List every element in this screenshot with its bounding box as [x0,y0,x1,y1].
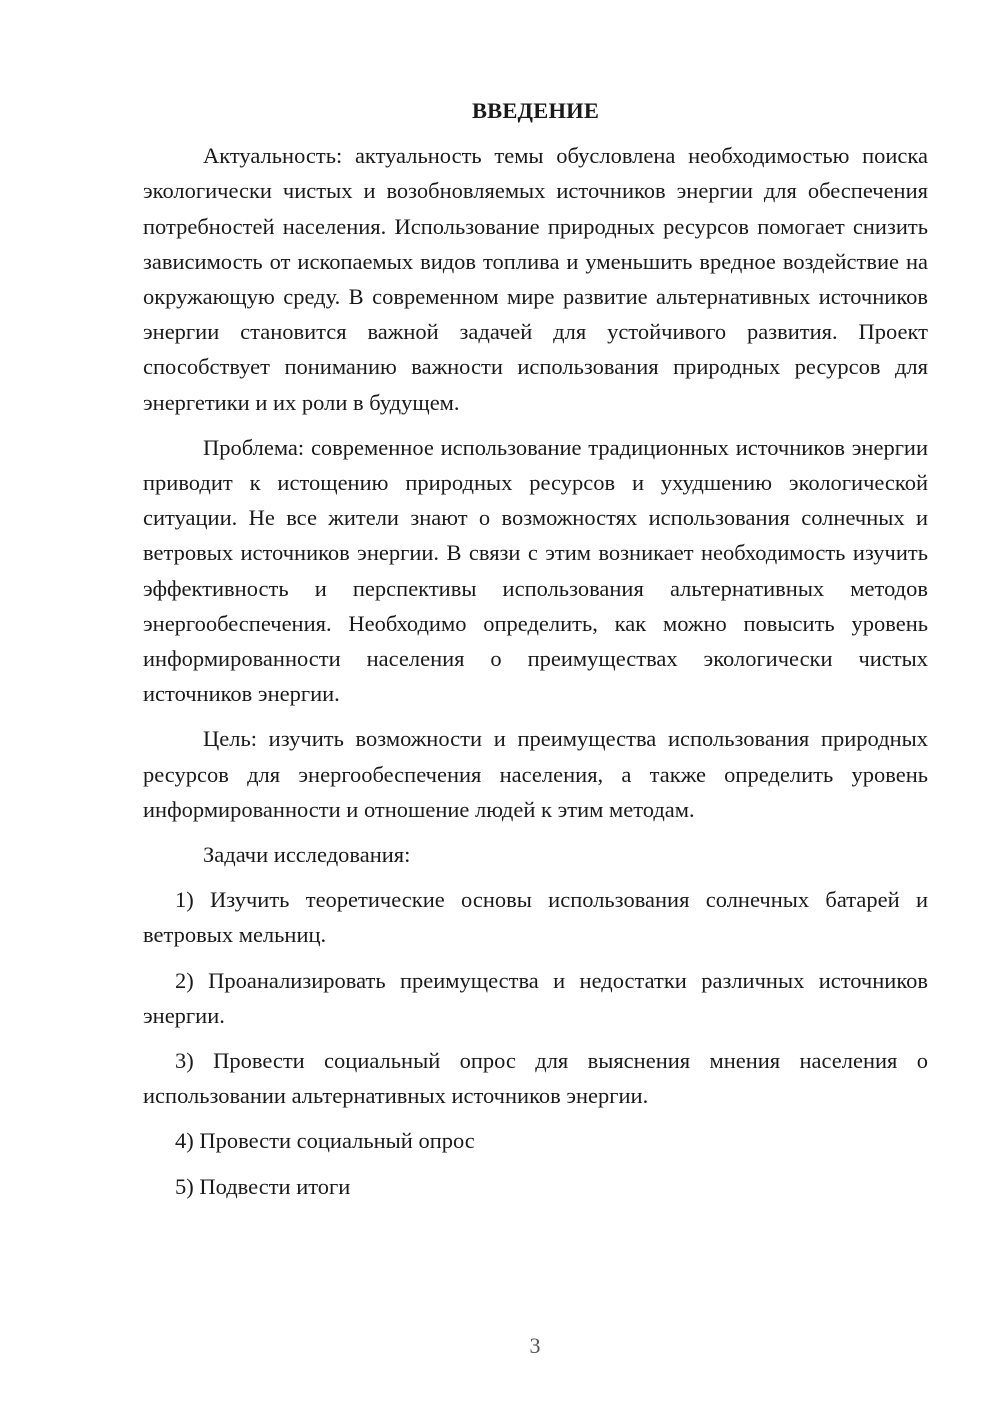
page-number: 3 [529,1333,541,1358]
paragraph-relevance: Актуальность: актуальность темы обусловлена необходимостью поиска экологически чистых и возобновляемых источников энергии для обеспечения потребностей населения. Использование природных ресурсов помогает снизить зависимость от ископаемых видов топлива и уменьшить вредное воздействие на окружающую среду. В современном мире развитие альтернативных источников энергии становится важной задачей для устойчивого развития. Проект способствует пониманию важности использования природных ресурсов для энергетики и их роли в будущем. [143,143,928,415]
tasks-title: Задачи исследования: [203,842,411,868]
document-body [143,93,928,1214]
page-title: ВВЕДЕНИЕ [471,98,600,123]
paragraph-problem: Проблема: современное использование традиционных источников энергии приводит к истощению природных ресурсов и ухудшению экологической ситуации. Не все жители знают о возможностях использования солнечных и ветровых источников энергии. В связи с этим возникает необходимость изучить эффективность и перспективы использования альтернативных методов энергообеспечения. Необходимо определить, как можно повысить уровень информированности населения о преимуществах экологически чистых источников энергии. [143,434,928,707]
task-item-2: 2) Проанализировать преимущества и недостатки различных источников энергии. [143,967,928,1028]
task-item-1: 1) Изучить теоретические основы использования солнечных батарей и ветровых мельниц. [143,887,928,948]
task-item-5: 5) Подвести итоги [175,1173,351,1199]
paragraph-goal: Цель: изучить возможности и преимущества использования природных ресурсов для энергообеспечения населения, а также определить уровень информированности и отношение людей к этим методам. [143,726,928,822]
task-item-3: 3) Провести социальный опрос для выяснения мнения населения о использовании альтернативных источников энергии. [143,1048,928,1109]
task-item-4: 4) Провести социальный опрос [175,1128,475,1154]
